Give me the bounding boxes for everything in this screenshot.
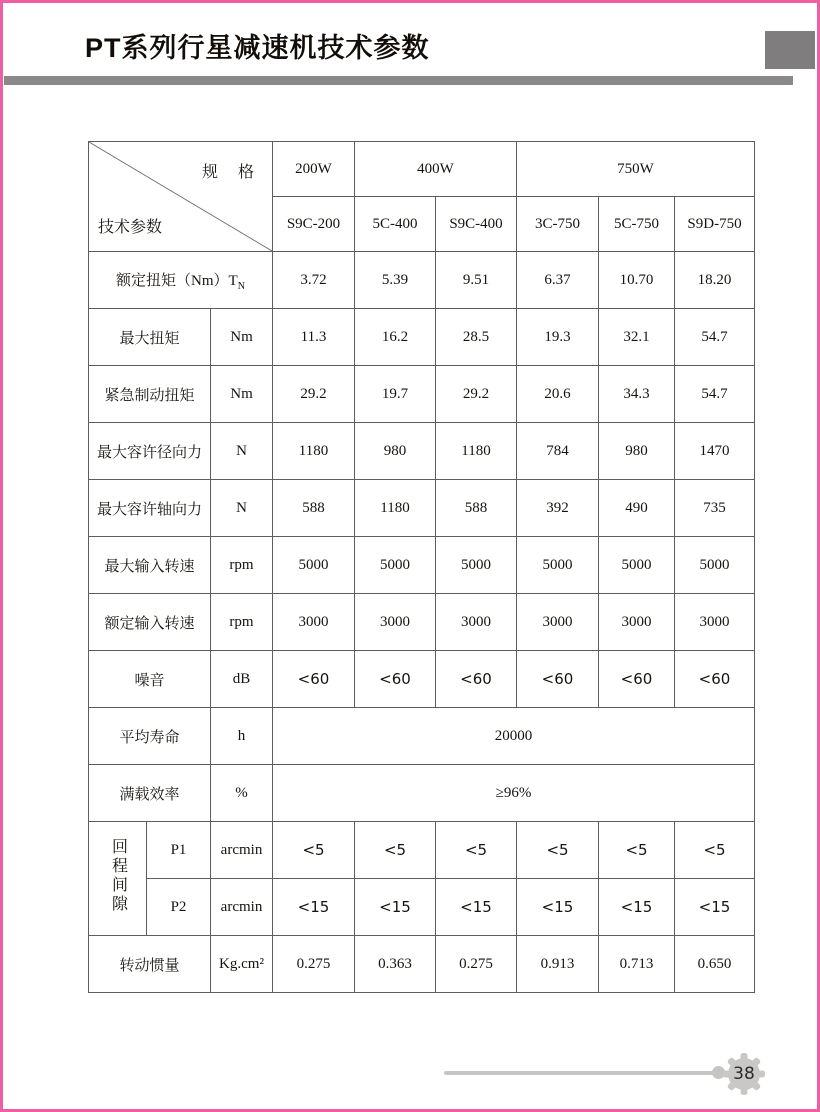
value-cell: 16.2 <box>355 309 436 366</box>
unit-cell: Nm <box>211 309 273 366</box>
header-corner-block <box>765 31 815 69</box>
value-cell: 0.713 <box>599 936 675 993</box>
page-title: PT系列行星减速机技术参数 <box>85 33 430 63</box>
row-label-axial-force: 最大容许轴向力 <box>89 480 211 537</box>
model-header: S9C-400 <box>436 197 517 252</box>
value-cell: <15 <box>273 879 355 936</box>
row-label-backlash-p1: P1 <box>147 822 211 879</box>
unit-cell: N <box>211 480 273 537</box>
footer-rule <box>444 1071 716 1075</box>
model-header: 3C-750 <box>517 197 599 252</box>
model-header: 5C-750 <box>599 197 675 252</box>
row-label-rated-input-speed: 额定输入转速 <box>89 594 211 651</box>
value-cell: 588 <box>436 480 517 537</box>
unit-cell: arcmin <box>211 822 273 879</box>
value-cell: 6.37 <box>517 252 599 309</box>
value-cell: 19.3 <box>517 309 599 366</box>
value-cell: 0.913 <box>517 936 599 993</box>
power-group-400w: 400W <box>355 142 517 197</box>
value-cell: <15 <box>675 879 755 936</box>
value-cell: 588 <box>273 480 355 537</box>
value-cell: 3.72 <box>273 252 355 309</box>
corner-cell <box>89 142 273 252</box>
power-group-750w: 750W <box>517 142 755 197</box>
value-cell: 5.39 <box>355 252 436 309</box>
backlash-group-label: 回程间隙 <box>89 822 147 936</box>
value-cell: <15 <box>599 879 675 936</box>
value-cell: <5 <box>436 822 517 879</box>
unit-cell: dB <box>211 651 273 708</box>
value-cell: <60 <box>436 651 517 708</box>
unit-cell: rpm <box>211 537 273 594</box>
value-cell: 1180 <box>436 423 517 480</box>
unit-cell: N <box>211 423 273 480</box>
value-cell: 19.7 <box>355 366 436 423</box>
page-number: 38 <box>733 1064 755 1084</box>
value-cell: 3000 <box>273 594 355 651</box>
value-cell: <5 <box>517 822 599 879</box>
value-cell: <15 <box>517 879 599 936</box>
value-cell: 0.650 <box>675 936 755 993</box>
value-cell: <5 <box>273 822 355 879</box>
value-cell: 0.275 <box>436 936 517 993</box>
unit-cell: h <box>211 708 273 765</box>
value-cell: 32.1 <box>599 309 675 366</box>
value-cell: 5000 <box>675 537 755 594</box>
value-cell: 490 <box>599 480 675 537</box>
value-cell: 18.20 <box>675 252 755 309</box>
value-cell: 5000 <box>355 537 436 594</box>
value-cell: 392 <box>517 480 599 537</box>
value-cell: 0.363 <box>355 936 436 993</box>
value-cell: 3000 <box>355 594 436 651</box>
power-group-200w: 200W <box>273 142 355 197</box>
page-number-badge <box>722 1052 766 1096</box>
row-label-noise: 噪音 <box>89 651 211 708</box>
row-label-backlash-p2: P2 <box>147 879 211 936</box>
model-header: S9D-750 <box>675 197 755 252</box>
unit-cell: rpm <box>211 594 273 651</box>
value-cell: <60 <box>599 651 675 708</box>
value-cell: 5000 <box>599 537 675 594</box>
row-label-inertia: 转动惯量 <box>89 936 211 993</box>
row-label-max-input-speed: 最大输入转速 <box>89 537 211 594</box>
value-cell: 3000 <box>436 594 517 651</box>
row-label-radial-force: 最大容许径向力 <box>89 423 211 480</box>
row-label-efficiency: 满载效率 <box>89 765 211 822</box>
unit-cell: % <box>211 765 273 822</box>
value-cell: 28.5 <box>436 309 517 366</box>
header-rule <box>4 76 793 85</box>
value-cell: 29.2 <box>436 366 517 423</box>
value-cell: 1180 <box>273 423 355 480</box>
value-cell: 784 <box>517 423 599 480</box>
value-cell: <60 <box>675 651 755 708</box>
unit-cell: arcmin <box>211 879 273 936</box>
row-label-max-torque: 最大扭矩 <box>89 309 211 366</box>
row-label-avg-life: 平均寿命 <box>89 708 211 765</box>
value-cell: 1180 <box>355 480 436 537</box>
value-cell: <5 <box>675 822 755 879</box>
value-cell: 29.2 <box>273 366 355 423</box>
value-cell-merged: ≥96% <box>273 765 755 822</box>
value-cell: 3000 <box>599 594 675 651</box>
row-label-brake-torque: 紧急制动扭矩 <box>89 366 211 423</box>
corner-spec-label: 规 格 <box>201 164 256 181</box>
value-cell: 3000 <box>517 594 599 651</box>
unit-cell: Nm <box>211 366 273 423</box>
corner-param-label: 技术参数 <box>98 219 163 236</box>
spec-table <box>88 141 755 993</box>
value-cell: 10.70 <box>599 252 675 309</box>
model-header: 5C-400 <box>355 197 436 252</box>
value-cell: <15 <box>436 879 517 936</box>
value-cell: 54.7 <box>675 366 755 423</box>
value-cell: <60 <box>355 651 436 708</box>
row-label-rated-torque: 额定扭矩$(Nm)T_N$ <box>89 252 273 309</box>
value-cell: 0.275 <box>273 936 355 993</box>
unit-cell: Kg.cm² <box>211 936 273 993</box>
value-cell: 3000 <box>675 594 755 651</box>
value-cell: 9.51 <box>436 252 517 309</box>
value-cell: 5000 <box>517 537 599 594</box>
value-cell: 980 <box>355 423 436 480</box>
value-cell: 5000 <box>273 537 355 594</box>
value-cell: <15 <box>355 879 436 936</box>
value-cell: <5 <box>355 822 436 879</box>
value-cell: 735 <box>675 480 755 537</box>
value-cell-merged: 20000 <box>273 708 755 765</box>
value-cell: 20.6 <box>517 366 599 423</box>
value-cell: 11.3 <box>273 309 355 366</box>
value-cell: <5 <box>599 822 675 879</box>
value-cell: 980 <box>599 423 675 480</box>
torque-symbol-subscript: N <box>237 280 245 292</box>
value-cell: 54.7 <box>675 309 755 366</box>
value-cell: 5000 <box>436 537 517 594</box>
value-cell: <60 <box>517 651 599 708</box>
value-cell: 34.3 <box>599 366 675 423</box>
value-cell: <60 <box>273 651 355 708</box>
model-header: S9C-200 <box>273 197 355 252</box>
value-cell: 1470 <box>675 423 755 480</box>
